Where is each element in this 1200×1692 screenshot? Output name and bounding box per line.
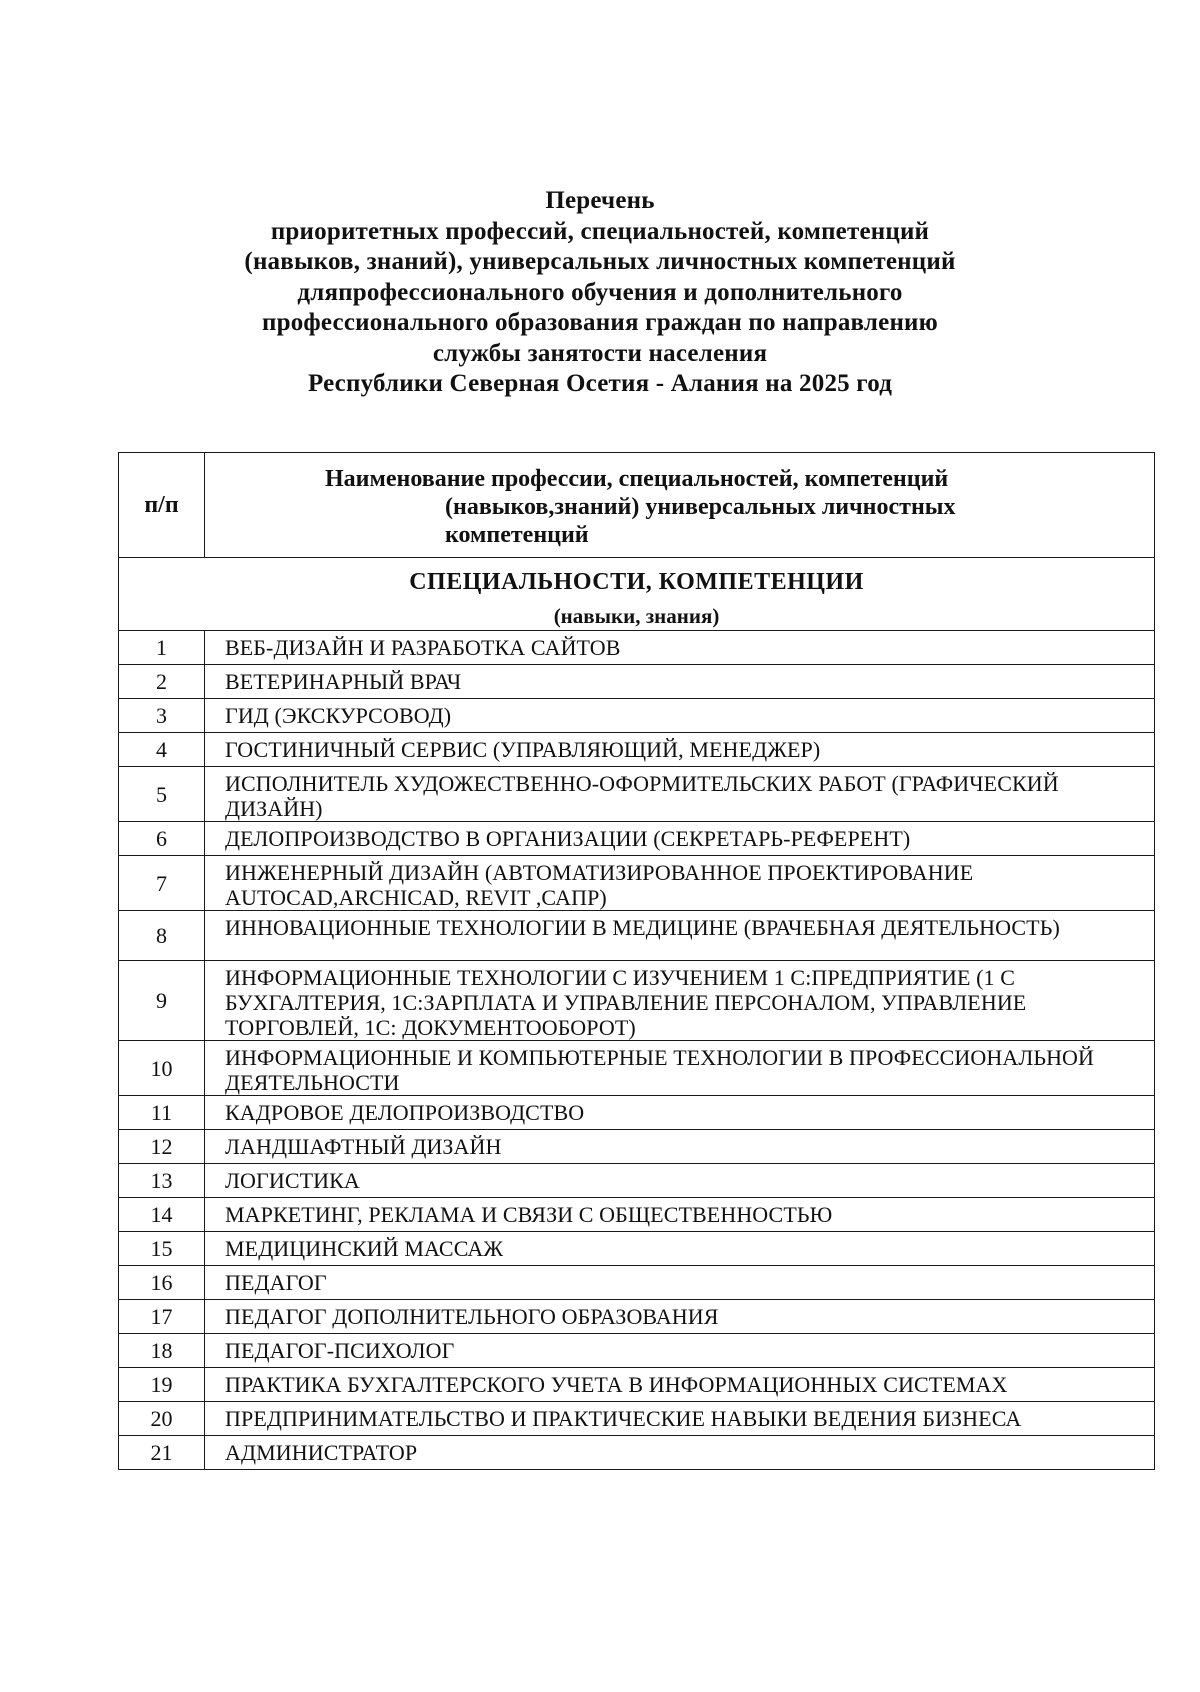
row-number: 2 bbox=[119, 665, 205, 699]
table-row bbox=[119, 822, 1155, 856]
header-num-cell: п/п bbox=[119, 453, 205, 558]
row-name: ПРЕДПРИНИМАТЕЛЬСТВО И ПРАКТИЧЕСКИЕ НАВЫКИ ВЕДЕНИЯ БИЗНЕСА bbox=[205, 1402, 1155, 1436]
row-number: 18 bbox=[119, 1334, 205, 1368]
table-row bbox=[119, 1096, 1155, 1130]
section-row bbox=[119, 558, 1155, 631]
row-number: 8 bbox=[119, 911, 205, 961]
row-name: ЛОГИСТИКА bbox=[205, 1164, 1155, 1198]
document-title bbox=[160, 186, 1040, 400]
table-row bbox=[119, 699, 1155, 733]
professions-table bbox=[118, 452, 1155, 1470]
row-number: 1 bbox=[119, 631, 205, 665]
title-line: приоритетных профессий, специальностей, компетенций bbox=[270, 217, 930, 245]
header-name-line: компетенций bbox=[445, 522, 589, 548]
table-row bbox=[119, 1334, 1155, 1368]
table-row bbox=[119, 733, 1155, 767]
row-name: ВЕТЕРИНАРНЫЙ ВРАЧ bbox=[205, 665, 1155, 699]
row-number: 5 bbox=[119, 767, 205, 822]
title-line: службы занятости населения bbox=[432, 339, 768, 367]
row-number: 19 bbox=[119, 1368, 205, 1402]
row-name: ВЕБ-ДИЗАЙН И РАЗРАБОТКА САЙТОВ bbox=[205, 631, 1155, 665]
row-number: 20 bbox=[119, 1402, 205, 1436]
header-name-line: Наименование профессии, специальностей, компетенций bbox=[325, 466, 949, 492]
row-name: ИННОВАЦИОННЫЕ ТЕХНОЛОГИИ В МЕДИЦИНЕ (ВРАЧЕБНАЯ ДЕЯТЕЛЬНОСТЬ) bbox=[205, 911, 1155, 961]
row-number: 21 bbox=[119, 1436, 205, 1470]
row-name: ГИД (ЭКСКУРСОВОД) bbox=[205, 699, 1155, 733]
row-name: ИСПОЛНИТЕЛЬ ХУДОЖЕСТВЕННО-ОФОРМИТЕЛЬСКИХ РАБОТ (ГРАФИЧЕСКИЙ ДИЗАЙН) bbox=[205, 767, 1155, 822]
table-row bbox=[119, 1436, 1155, 1470]
row-name: ПЕДАГОГ ДОПОЛНИТЕЛЬНОГО ОБРАЗОВАНИЯ bbox=[205, 1300, 1155, 1334]
row-number: 12 bbox=[119, 1130, 205, 1164]
row-name: ПРАКТИКА БУХГАЛТЕРСКОГО УЧЕТА В ИНФОРМАЦИОННЫХ СИСТЕМАХ bbox=[205, 1368, 1155, 1402]
title-line: Перечень bbox=[545, 187, 655, 214]
title-line: Республики Северная Осетия - Алания на 2025 год bbox=[307, 370, 893, 397]
title-line: профессионального образования граждан по направлению bbox=[262, 309, 938, 336]
table-row bbox=[119, 1232, 1155, 1266]
title-line: дляпрофессионального обучения и дополнительного bbox=[297, 278, 903, 306]
row-number: 15 bbox=[119, 1232, 205, 1266]
row-number: 7 bbox=[119, 856, 205, 911]
table-row bbox=[119, 911, 1155, 961]
row-number: 14 bbox=[119, 1198, 205, 1232]
table-body bbox=[119, 631, 1155, 1470]
table-header-row bbox=[119, 453, 1155, 558]
row-name: АДМИНИСТРАТОР bbox=[205, 1436, 1155, 1470]
header-name-cell bbox=[205, 453, 1155, 558]
table-row bbox=[119, 1041, 1155, 1096]
table-row bbox=[119, 1402, 1155, 1436]
row-name: МЕДИЦИНСКИЙ МАССАЖ bbox=[205, 1232, 1155, 1266]
row-name: ИНЖЕНЕРНЫЙ ДИЗАЙН (АВТОМАТИЗИРОВАННОЕ ПРОЕКТИРОВАНИЕ AUTOCAD,ARCHICAD, REVIT ,САПР) bbox=[205, 856, 1155, 911]
table-row bbox=[119, 1164, 1155, 1198]
row-name: КАДРОВОЕ ДЕЛОПРОИЗВОДСТВО bbox=[205, 1096, 1155, 1130]
row-number: 11 bbox=[119, 1096, 205, 1130]
row-name: ГОСТИНИЧНЫЙ СЕРВИС (УПРАВЛЯЮЩИЙ, МЕНЕДЖЕР) bbox=[205, 733, 1155, 767]
row-name: ПЕДАГОГ bbox=[205, 1266, 1155, 1300]
row-number: 16 bbox=[119, 1266, 205, 1300]
title-line: (навыков, знаний), универсальных личностных компетенций bbox=[244, 248, 956, 275]
table-row bbox=[119, 961, 1155, 1041]
row-name: ЛАНДШАФТНЫЙ ДИЗАЙН bbox=[205, 1130, 1155, 1164]
row-name: МАРКЕТИНГ, РЕКЛАМА И СВЯЗИ С ОБЩЕСТВЕННОСТЬЮ bbox=[205, 1198, 1155, 1232]
row-number: 6 bbox=[119, 822, 205, 856]
row-name: ПЕДАГОГ-ПСИХОЛОГ bbox=[205, 1334, 1155, 1368]
table-row bbox=[119, 1198, 1155, 1232]
row-name: ИНФОРМАЦИОННЫЕ ТЕХНОЛОГИИ С ИЗУЧЕНИЕМ 1 С:ПРЕДПРИЯТИЕ (1 С БУХГАЛТЕРИЯ, 1С:ЗАРПЛАТА И УПРАВЛЕНИЕ ПЕРСОНАЛОМ, УПРАВЛЕНИЕ ТОРГОВЛЕЙ, 1С: ДОКУМЕНТООБОРОТ) bbox=[205, 961, 1155, 1041]
section-title: СПЕЦИАЛЬНОСТИ, КОМПЕТЕНЦИИ bbox=[409, 569, 864, 595]
table-row bbox=[119, 1368, 1155, 1402]
row-number: 3 bbox=[119, 699, 205, 733]
row-name: ИНФОРМАЦИОННЫЕ И КОМПЬЮТЕРНЫЕ ТЕХНОЛОГИИ В ПРОФЕССИОНАЛЬНОЙ ДЕЯТЕЛЬНОСТИ bbox=[205, 1041, 1155, 1096]
section-cell bbox=[119, 558, 1155, 631]
row-number: 17 bbox=[119, 1300, 205, 1334]
section-subtitle: (навыки, знания) bbox=[553, 604, 720, 628]
table-row bbox=[119, 1266, 1155, 1300]
table-row bbox=[119, 1300, 1155, 1334]
table-row bbox=[119, 631, 1155, 665]
row-number: 13 bbox=[119, 1164, 205, 1198]
row-number: 10 bbox=[119, 1041, 205, 1096]
table-row bbox=[119, 665, 1155, 699]
row-number: 4 bbox=[119, 733, 205, 767]
row-number: 9 bbox=[119, 961, 205, 1041]
header-name-line: (навыков,знаний) универсальных личностных bbox=[445, 494, 956, 520]
table-row bbox=[119, 856, 1155, 911]
table-row bbox=[119, 1130, 1155, 1164]
row-name: ДЕЛОПРОИЗВОДСТВО В ОРГАНИЗАЦИИ (СЕКРЕТАРЬ-РЕФЕРЕНТ) bbox=[205, 822, 1155, 856]
table-row bbox=[119, 767, 1155, 822]
